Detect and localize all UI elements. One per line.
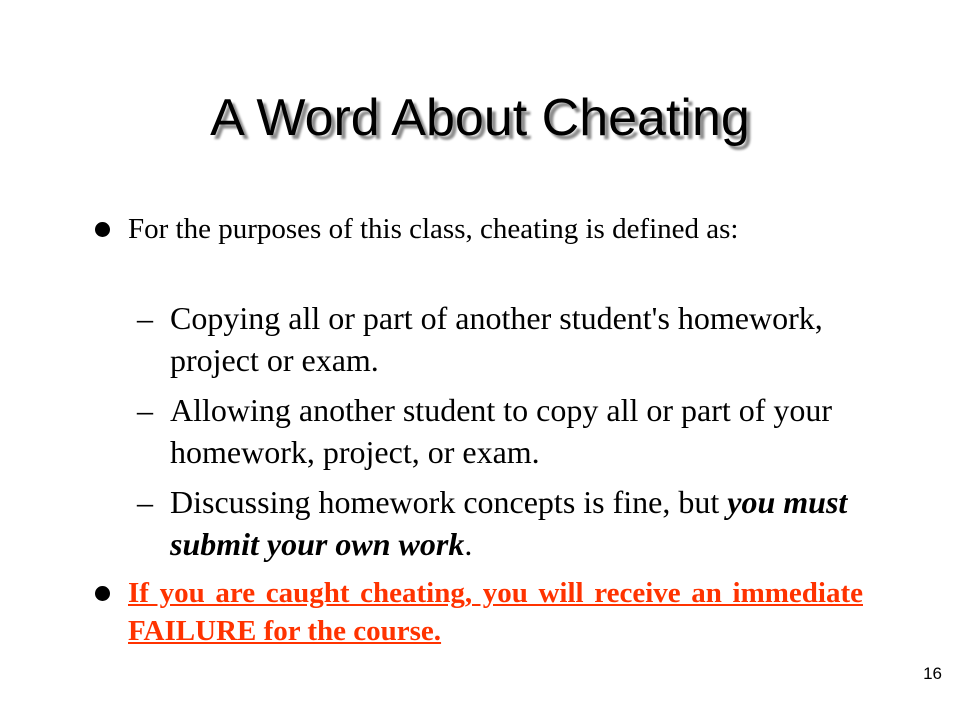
- page-number: 16: [923, 664, 942, 683]
- sub-item-emphasis: you must submit your own work: [170, 484, 848, 562]
- sub-item-discussing: [170, 481, 860, 565]
- bullet-definition: For the purposes of this class, cheating is defined as:: [128, 213, 739, 245]
- sub-item-allowing: Allowing another student to copy all or part of your homework, project, or exam.: [170, 392, 833, 470]
- sub-item-copying: Copying all or part of another student's homework, project or exam.: [170, 300, 823, 378]
- sub-dash: –: [137, 484, 153, 520]
- warning-failure: If you are caught cheating, you will receive an immediate FAILURE for the course.: [128, 577, 863, 647]
- bullet-dot: [95, 586, 110, 601]
- bullet-dot: [95, 222, 110, 237]
- sub-item-discussing-text: Discussing homework concepts is fine, but: [170, 484, 728, 520]
- slide-title: A Word About Cheating: [210, 89, 750, 147]
- sub-item-period: .: [464, 526, 473, 562]
- sub-dash: –: [137, 300, 153, 336]
- sub-dash: –: [137, 392, 153, 428]
